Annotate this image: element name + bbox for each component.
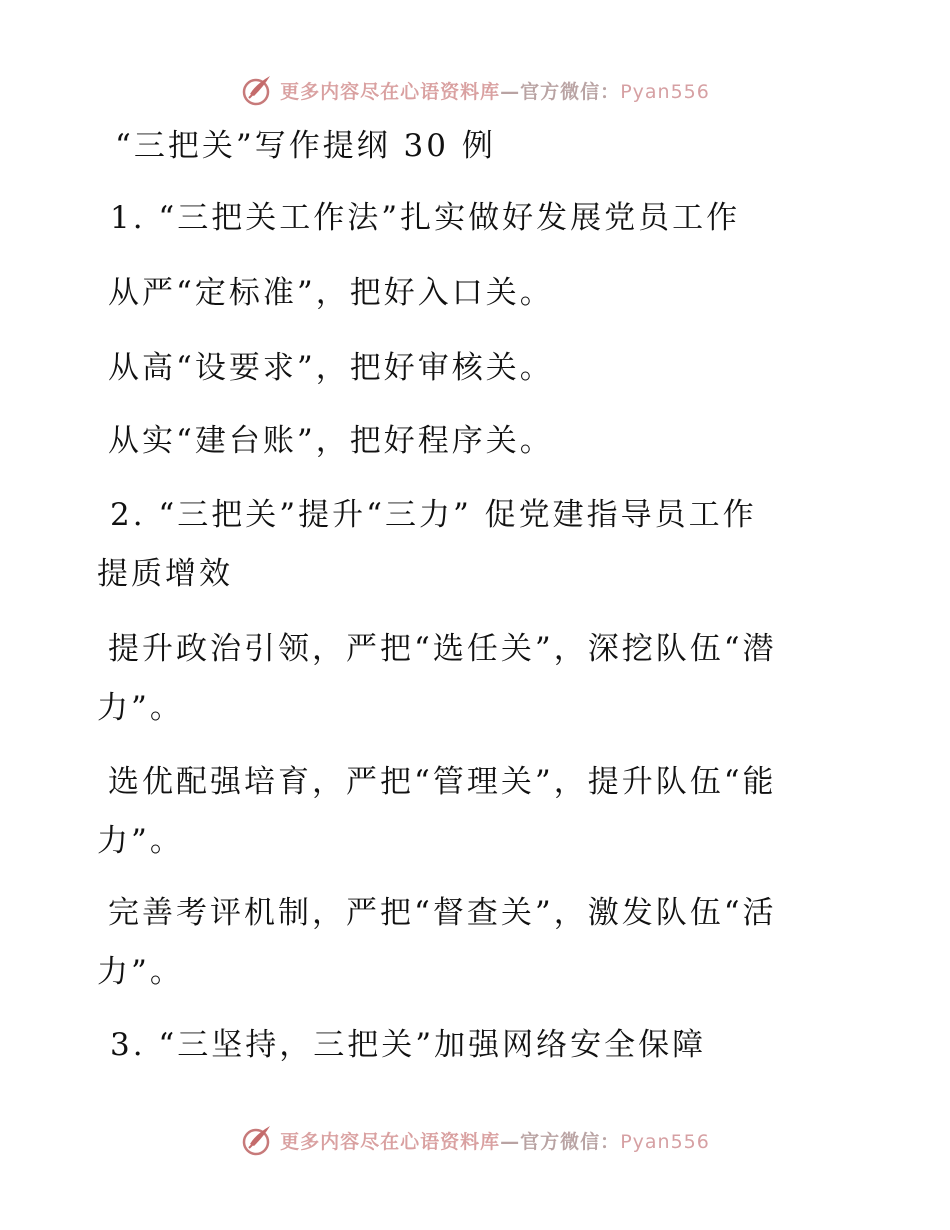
quill-pen-logo-icon [240, 72, 276, 108]
watermark-text [280, 77, 710, 104]
paragraph-line: 力”。 [97, 823, 184, 859]
heading-2: 2. “三把关”提升“三力” 促党建指导员工作 [110, 497, 757, 533]
watermark-wechat-label: 官方微信： [520, 1130, 621, 1153]
paragraph-line: 力”。 [97, 954, 184, 990]
watermark-dash: — [500, 80, 521, 103]
watermark-footer [0, 1120, 950, 1160]
paragraph-line: 从实“建台账”，把好程序关。 [108, 423, 554, 459]
watermark-text [280, 1127, 710, 1154]
document-title: “三把关”写作提纲 30 例 [115, 128, 496, 164]
paragraph-line: 提质增效 [97, 556, 233, 592]
watermark-site-name: 更多内容尽在心语资料库 [280, 80, 501, 103]
heading-1: 1. “三把关工作法”扎实做好发展党员工作 [110, 200, 741, 236]
paragraph-line: 力”。 [97, 690, 184, 726]
watermark-wechat-label: 官方微信： [520, 80, 621, 103]
watermark-site-name: 更多内容尽在心语资料库 [280, 1130, 501, 1153]
heading-3: 3. “三坚持，三把关”加强网络安全保障 [110, 1027, 707, 1063]
watermark-wechat-id: Pyan556 [620, 1130, 710, 1153]
watermark-dash: — [500, 1130, 521, 1153]
paragraph-line: 提升政治引领，严把“选任关”，深挖队伍“潜 [108, 631, 777, 667]
watermark-header [0, 70, 950, 110]
paragraph-line: 选优配强培育，严把“管理关”，提升队伍“能 [108, 764, 777, 800]
paragraph-line: 从严“定标准”，把好入口关。 [108, 275, 554, 311]
paragraph-line: 完善考评机制，严把“督查关”，激发队伍“活 [108, 895, 777, 931]
watermark-wechat-id: Pyan556 [620, 80, 710, 103]
paragraph-line: 从高“设要求”，把好审核关。 [108, 350, 554, 386]
quill-pen-logo-icon [240, 1122, 276, 1158]
